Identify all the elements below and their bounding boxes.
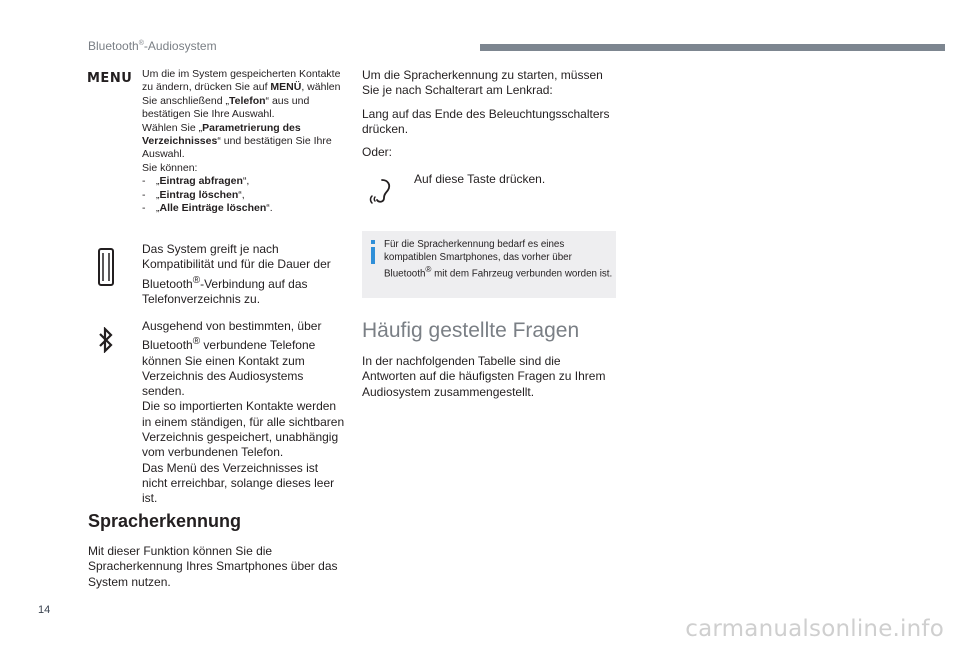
- info-box: [362, 231, 616, 298]
- phone-directory-text: Das System greift je nach Kompatibilität und für die Dauer der Bluetooth®-Verbindung auf das Telefonverzeichnis zu.: [142, 242, 331, 306]
- right-column: Um die Spracherkennung zu starten, müssen Sie je nach Schalterart am Lenkrad: Lang auf das Ende des Beleuchtungsschalters drücken. Oder:: [362, 68, 610, 160]
- option-item: - „Alle Einträge löschen“.: [142, 202, 273, 215]
- menu-instructions: Um die im System gespeicherten Kontakte zu ändern, drücken Sie auf MENÜ, wählen Sie anschließend „Telefon“ aus und bestätigen Sie Ihre Auswahl. Wählen Sie „Parametrierung des Verzeichnisses“ und bestätigen Sie Ihre Auswahl. Sie können: - „Eintrag abfragen“, - „Eintrag löschen“, - „Alle Einträge löschen“.: [142, 68, 341, 215]
- faq-text: In der nachfolgenden Tabelle sind die Antworten auf die häufigsten Fragen zu Ihrem Audiosystem zusammengestellt.: [362, 354, 606, 399]
- option-item: - „Eintrag löschen“,: [142, 188, 245, 201]
- page-number: 14: [38, 604, 51, 616]
- phone-icon: [98, 248, 114, 286]
- header-title: Bluetooth®-Audiosystem: [88, 39, 217, 53]
- voice-command-icon: [366, 175, 398, 207]
- voice-instruction: Auf diese Taste drücken.: [414, 172, 546, 186]
- option-item: - „Eintrag abfragen“,: [142, 175, 250, 188]
- faq-heading: Häufig gestellte Fragen: [362, 319, 580, 342]
- info-text: Für die Spracherkennung bedarf es eines kompatiblen Smartphones, das vorher über Bluetooth® mit dem Fahrzeug verbunden worden ist.: [384, 239, 613, 280]
- speech-text: Mit dieser Funktion können Sie die Spracherkennung Ihres Smartphones über das System nutzen.: [88, 544, 338, 589]
- speech-heading: Spracherkennung: [88, 511, 242, 531]
- menu-icon: MENU: [87, 71, 133, 86]
- watermark: carmanualsonline.info: [685, 616, 944, 642]
- info-icon: [370, 240, 376, 264]
- header-bar: [480, 44, 945, 51]
- bluetooth-contacts-text: Ausgehend von bestimmten, über Bluetooth® verbundene Telefone können Sie einen Kontakt zum Verzeichnis des Audiosystems senden. Die so importierten Kontakte werden in einem ständigen, für alle sichtbaren Verzeichnis gespeichert, unabhängig vom verbundenen Telefon. Das Menü des Verzeichnisses ist nicht erreichbar, solange dieses leer ist.: [142, 319, 345, 506]
- bluetooth-icon: [99, 327, 113, 353]
